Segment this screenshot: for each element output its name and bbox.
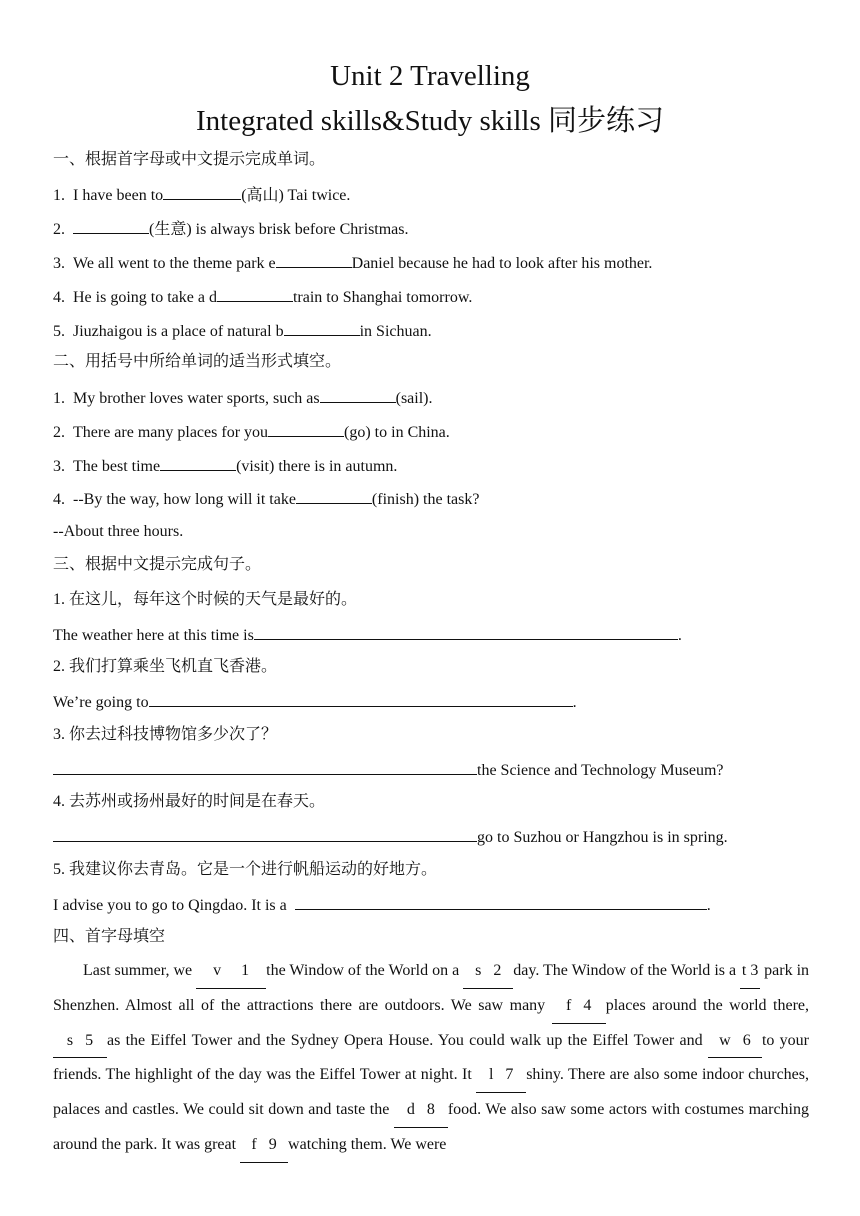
s1-question-5: 5. Jiuzhaigou is a place of natural b in Sichuan. [53,320,432,342]
cloze-blank-3[interactable]: t 3 [740,954,760,989]
section2-heading: 二、用括号中所给单词的适当形式填空。 [53,353,342,370]
answer-blank[interactable] [149,691,573,707]
answer-blank[interactable] [53,759,477,775]
answer-blank[interactable] [295,894,707,910]
s3-prompt-3: 3. 你去过科技博物馆多少次了？ [53,726,278,743]
s3-sentence-1: The weather here at this time is . [53,624,682,646]
s3-sentence-4: go to Suzhou or Hangzhou is in spring. [53,826,728,848]
s3-prompt-2: 2. 我们打算乘坐飞机直飞香港。 [53,658,278,675]
s1-question-4: 4. He is going to take a d train to Shanghai tomorrow. [53,286,472,308]
cloze-blank-8[interactable]: d 8 [394,1093,448,1128]
s2-answer-line: --About three hours. [53,523,184,540]
s1-question-1: 1. I have been to (高山) Tai twice. [53,184,350,206]
answer-blank[interactable] [73,218,149,234]
answer-blank[interactable] [268,421,344,437]
s3-prompt-5: 5. 我建议你去青岛。它是一个进行帆船运动的好地方。 [53,861,438,878]
cloze-blank-4[interactable]: f 4 [552,989,606,1024]
answer-blank[interactable] [53,826,477,842]
s2-question-4: 4. --By the way, how long will it take (finish) the task? [53,488,479,510]
cloze-blank-7[interactable]: l 7 [476,1058,526,1093]
s1-question-2: 2. (生意) is always brisk before Christmas. [53,218,409,240]
cloze-blank-5[interactable]: s 5 [53,1024,107,1059]
s3-prompt-1: 1. 在这儿，每年这个时候的天气是最好的。 [53,591,358,608]
section1-heading: 一、根据首字母或中文提示完成单词。 [53,151,326,168]
page-subtitle: Integrated skills&Study skills 同步练习 [195,105,665,137]
s1-question-3: 3. We all went to the theme park e Daniel because he had to look after his mother. [53,252,652,274]
cloze-blank-2[interactable]: s 2 [463,954,513,989]
section4-heading: 四、首字母填空 [53,928,166,945]
s3-prompt-4: 4. 去苏州或扬州最好的时间是在春天。 [53,793,326,810]
s2-question-1: 1. My brother loves water sports, such as (sail). [53,387,433,409]
s2-question-2: 2. There are many places for you (go) to in China. [53,421,450,443]
section3-heading: 三、根据中文提示完成句子。 [53,556,262,573]
answer-blank[interactable] [254,624,678,640]
cloze-blank-9[interactable]: f 9 [240,1128,288,1163]
answer-blank[interactable] [320,387,396,403]
cloze-blank-6[interactable]: w 6 [708,1024,762,1059]
s3-sentence-2: We’re going to . [53,691,577,713]
answer-blank[interactable] [217,286,293,302]
s3-sentence-5: I advise you to go to Qingdao. It is a . [53,894,711,916]
page-title: Unit 2 Travelling [330,60,530,92]
cloze-passage: Last summer, we v 1 the Window of the World on a s 2 day. The Window of the World is a t 3 park in Shenzhen. Almost all of the attractions there are outdoors. We saw many f 4 places around the world there, s 5 as the Eiffel Tower and the Sydney Opera House. You could walk up the Eiffel Tower and w 6 to your friends. The highlight of the day was the Eiffel Tower at night. It l 7 shiny. There are also some indoor churches, palaces and castles. We could sit down and taste the d 8 food. We also saw some actors with costumes marching around the park. It was great f 9 watching them. We were [53,954,809,1163]
answer-blank[interactable] [276,252,352,268]
cloze-blank-1[interactable]: v 1 [196,954,266,989]
answer-blank[interactable] [163,184,241,200]
answer-blank[interactable] [296,488,372,504]
s3-sentence-3: the Science and Technology Museum? [53,759,724,781]
answer-blank[interactable] [284,320,360,336]
answer-blank[interactable] [160,455,236,471]
s2-question-3: 3. The best time (visit) there is in autumn. [53,455,397,477]
